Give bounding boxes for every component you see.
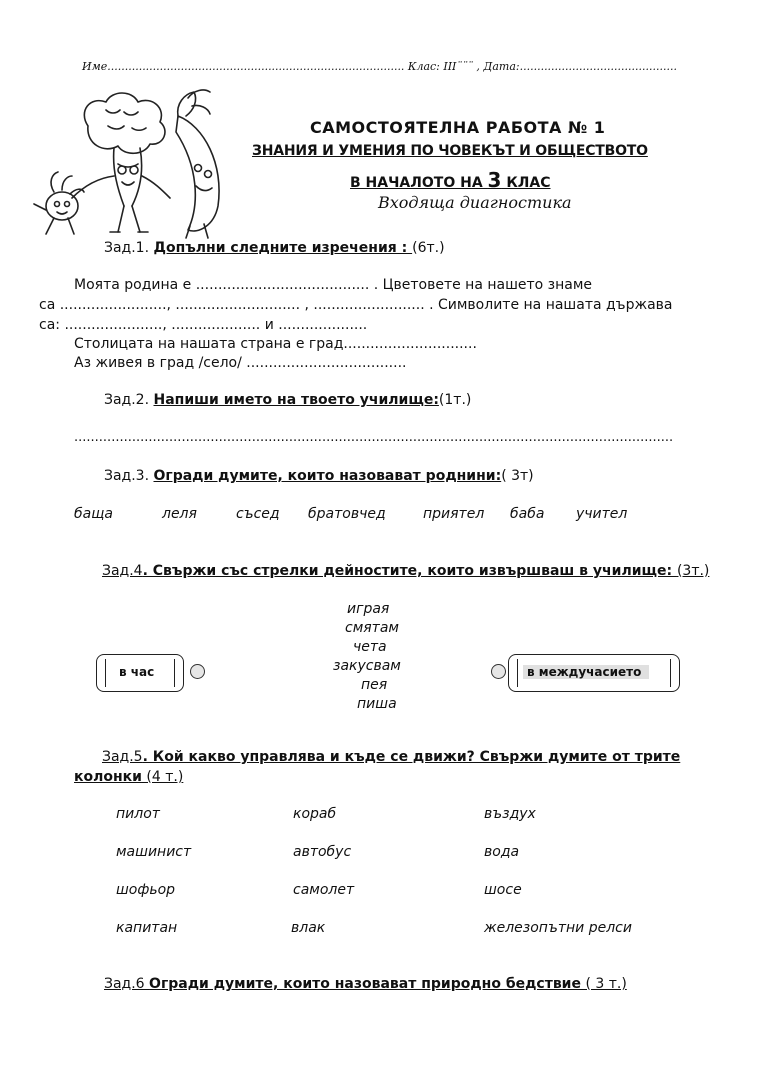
vehicle-word-4[interactable]: влак xyxy=(291,920,326,936)
task1-title: Допълни следните изречения : xyxy=(153,240,413,256)
vehicle-word-1[interactable]: кораб xyxy=(293,806,337,822)
grade-title-a: В НАЧАЛОТО НА xyxy=(350,175,488,191)
vehicle-word-3[interactable]: самолет xyxy=(293,882,355,898)
medium-word-1[interactable]: въздух xyxy=(484,806,536,822)
task5-number: Зад.5 xyxy=(102,749,143,765)
task6-title: Огради думите, които назовават природно бедствие xyxy=(149,976,581,992)
activity-5[interactable]: пея xyxy=(361,677,388,693)
break-connector-dot[interactable] xyxy=(491,664,506,679)
grade-title-b: КЛАС xyxy=(501,175,551,191)
task5-points: (4 т.) xyxy=(141,769,184,785)
break-label: в междучасието xyxy=(523,665,649,679)
relative-word-7[interactable]: учител xyxy=(576,506,628,522)
relative-word-5[interactable]: приятел xyxy=(423,506,485,522)
operator-word-4[interactable]: капитан xyxy=(116,920,178,936)
task1-line-1: Моята родина е ....................................... . Цветовете на нашето знаме xyxy=(74,277,593,293)
task2-answer-line: ................................................................................................................................................. xyxy=(74,430,674,445)
relative-word-6[interactable]: баба xyxy=(510,506,545,522)
relative-word-2[interactable]: леля xyxy=(162,506,197,522)
task2-points: (1т.) xyxy=(438,392,472,408)
task3-heading xyxy=(104,468,534,484)
activity-3[interactable]: чета xyxy=(353,639,387,655)
task1-heading xyxy=(104,240,445,256)
in-class-label: в час xyxy=(119,665,155,679)
task5-heading-cont xyxy=(74,769,183,785)
task3-title: Огради думите, които назовават роднини: xyxy=(153,468,502,484)
medium-word-3[interactable]: шосе xyxy=(484,882,522,898)
medium-word-4[interactable]: железопътни релси xyxy=(484,920,632,936)
task3-points: ( 3т) xyxy=(501,468,534,484)
task5-title-2: колонки xyxy=(74,769,142,785)
task2-heading xyxy=(104,392,471,408)
task1-line-5: Аз живея в град /село/ .................................... xyxy=(74,355,407,371)
task5-heading xyxy=(102,749,680,765)
task2-number: Зад.2. xyxy=(104,392,154,408)
worksheet-title: САМОСТОЯТЕЛНА РАБОТА № 1 xyxy=(310,118,606,137)
task2-title: Напиши името на твоето училище: xyxy=(153,392,439,408)
operator-word-2[interactable]: машинист xyxy=(116,844,192,860)
operator-word-1[interactable]: пилот xyxy=(116,806,160,822)
task3-number: Зад.3. xyxy=(104,468,154,484)
activity-6[interactable]: пиша xyxy=(357,696,397,712)
task4-heading xyxy=(102,563,709,579)
vehicle-word-2[interactable]: автобус xyxy=(293,844,352,860)
grade-number: 3 xyxy=(487,168,502,192)
relative-word-3[interactable]: съсед xyxy=(236,506,280,522)
in-class-connector-dot[interactable] xyxy=(190,664,205,679)
task6-number: Зад.6 xyxy=(104,976,150,992)
task4-title: . Свържи със стрелки дейностите, които извършваш в училище: xyxy=(142,563,677,579)
grade-title xyxy=(350,168,551,192)
in-class-box[interactable] xyxy=(96,654,184,692)
activity-4[interactable]: закусвам xyxy=(333,658,401,674)
task1-number: Зад.1. xyxy=(104,240,154,256)
operator-word-3[interactable]: шофьор xyxy=(116,882,176,898)
task1-line-2: са ........................, ............................ , ......................... . Символите на нашата държава xyxy=(39,297,673,313)
relative-word-1[interactable]: баща xyxy=(74,506,113,522)
diagnostic-subtitle: Входяща диагностика xyxy=(378,193,572,212)
medium-word-2[interactable]: вода xyxy=(484,844,520,860)
task1-points: (6т.) xyxy=(412,240,445,256)
task1-line-3: са: ......................, .................... и .................... xyxy=(39,317,368,333)
task5-title: . Кой какво управлява и къде се движи? Свържи думите от трите xyxy=(142,749,681,765)
activity-2[interactable]: смятам xyxy=(345,620,399,636)
task6-heading xyxy=(104,976,627,992)
task4-number: Зад.4 xyxy=(102,563,143,579)
task6-points: ( 3 т.) xyxy=(581,976,627,992)
task4-points: (3т.) xyxy=(676,563,710,579)
vegetables-illustration xyxy=(28,86,243,241)
break-box[interactable] xyxy=(508,654,680,692)
subject-title: ЗНАНИЯ И УМЕНИЯ ПО ЧОВЕКЪТ И ОБЩЕСТВОТО xyxy=(252,143,648,159)
task1-line-4: Столицата на нашата страна е град.............................. xyxy=(74,336,477,352)
student-info-line: Име..................................................................................... Клас: III¨¨¨ , Дата:............................................. xyxy=(82,60,677,73)
activity-1[interactable]: играя xyxy=(347,601,390,617)
relative-word-4[interactable]: братовчед xyxy=(308,506,386,522)
